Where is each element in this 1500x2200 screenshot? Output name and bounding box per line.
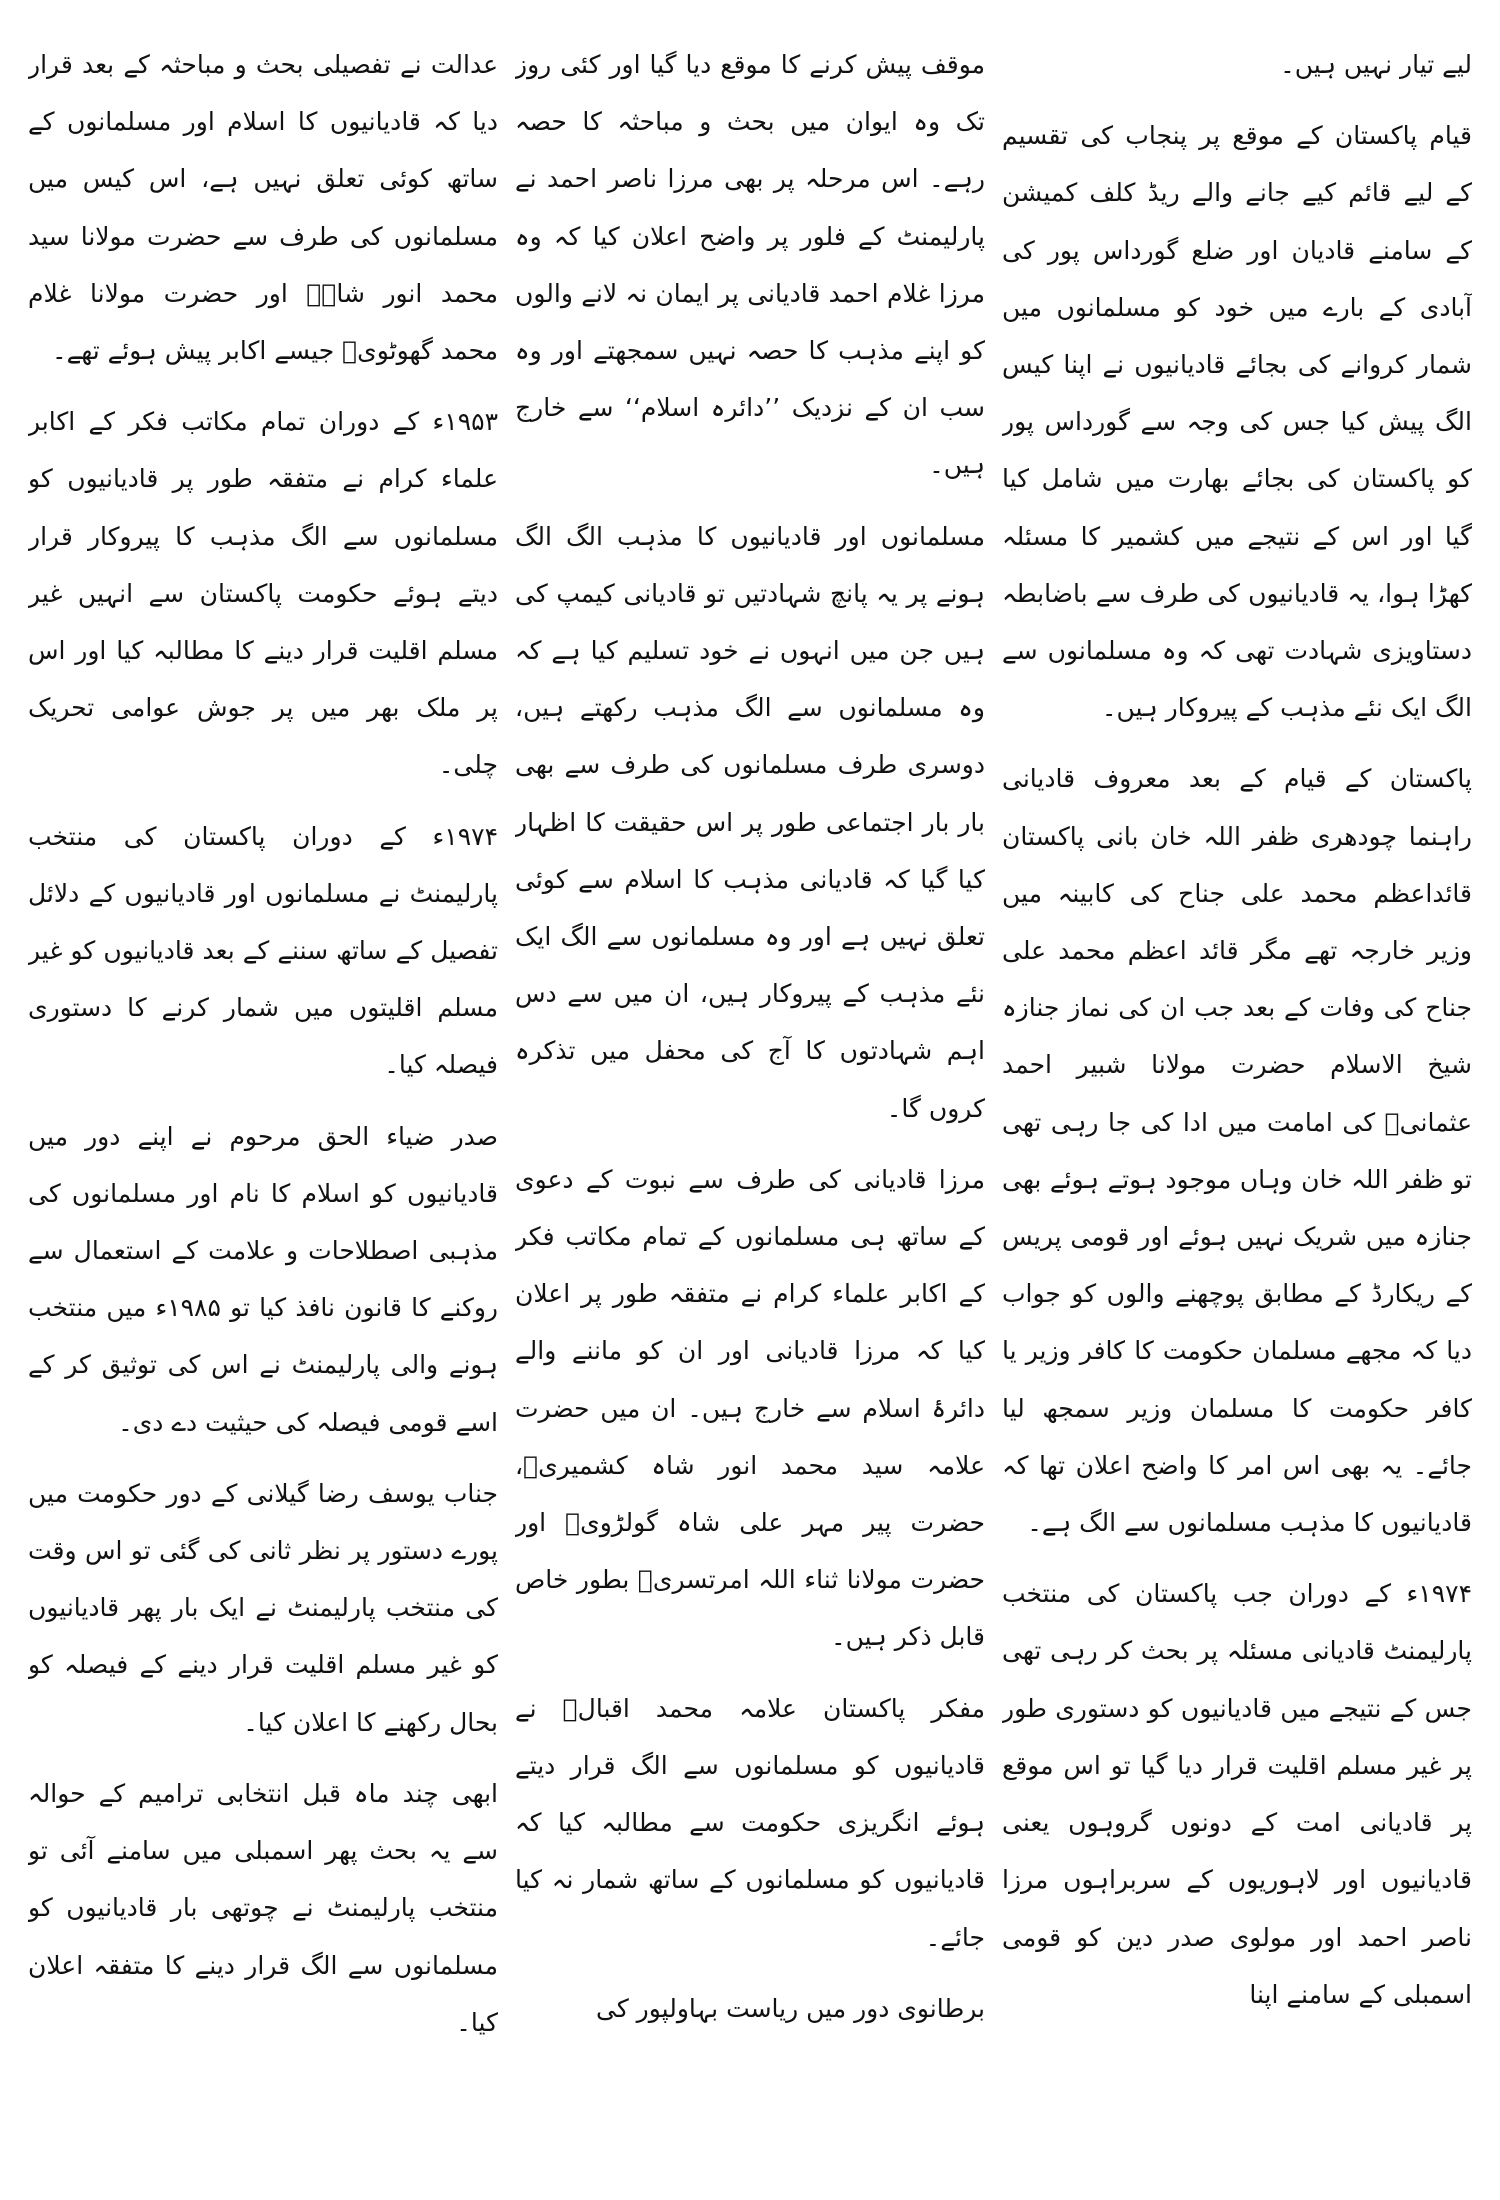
paragraph: جناب یوسف رضا گیلانی کے دور حکومت میں پورے دستور پر نظر ثانی کی گئی تو اس وقت کی منتخب پارلیمنٹ نے ایک بار پھر قادیانیوں کو غیر مسلم اقلیت قرار دینے کے فیصلہ کو بحال رکھنے کا اعلان کیا۔ [28, 1478, 498, 1737]
paragraph: موقف پیش کرنے کا موقع دیا گیا اور کئی روز تک وہ ایوان میں بحث و مباحثہ کا حصہ رہے۔ اس مرحلہ پر بھی مرزا ناصر احمد نے پارلیمنٹ کے فلور پر واضح اعلان کیا کہ وہ مرزا غلام احمد قادیانی پر ایمان نہ لانے والوں کو اپنے مذہب کا حصہ نہیں سمجھتے اور وہ سب ان کے نزدیک ’’دائرہ اسلام‘‘ سے خارج ہیں۔ [515, 50, 985, 480]
paragraph: پاکستان کے قیام کے بعد معروف قادیانی راہنما چودھری ظفر اللہ خان بانی پاکستان قائداعظم محمد علی جناح کی کابینہ میں وزیر خارجہ تھے مگر قائد اعظم محمد علی جناح کی وفات کے بعد جب ان کی نماز جنازہ شیخ الاسلام حضرت مولانا شبیر احمد عثمانیؒ کی امامت میں ادا کی جا رہی تھی تو ظفر اللہ خان وہاں موجود ہوتے ہوئے بھی جنازہ میں شریک نہیں ہوئے اور قومی پریس کے ریکارڈ کے مطابق پوچھنے والوں کو جواب دیا کہ مجھے مسلمان حکومت کا کافر وزیر یا کافر حکومت کا مسلمان وزیر سمجھ لیا جائے۔ یہ بھی اس امر کا واضح اعلان تھا کہ قادیانیوں کا مذہب مسلمانوں سے الگ ہے۔ [1002, 764, 1472, 1538]
paragraph: ۱۹۷۴ء کے دوران جب پاکستان کی منتخب پارلیمنٹ قادیانی مسئلہ پر بحث کر رہی تھی جس کے نتیجے میں قادیانیوں کو دستوری طور پر غیر مسلم اقلیت قرار دیا گیا تو اس موقع پر قادیانی امت کے دونوں گروہوں یعنی قادیانیوں اور لاہوریوں کے سربراہوں مرزا ناصر احمد اور مولوی صدر دین کو قومی اسمبلی کے سامنے اپنا [1002, 1579, 1472, 2009]
paragraph: ۱۹۵۳ء کے دوران تمام مکاتب فکر کے اکابر علماء کرام نے متفقہ طور پر قادیانیوں کو مسلمانوں سے الگ مذہب کا پیروکار قرار دیتے ہوئے حکومت پاکستان سے انہیں غیر مسلم اقلیت قرار دینے کا مطالبہ کیا اور اس پر ملک بھر میں پر جوش عوامی تحریک چلی۔ [28, 407, 498, 780]
paragraph: عدالت نے تفصیلی بحث و مباحثہ کے بعد قرار دیا کہ قادیانیوں کا اسلام اور مسلمانوں کے ساتھ کوئی تعلق نہیں ہے، اس کیس میں مسلمانوں کی طرف سے حضرت مولانا سید محمد انور شاہؒ اور حضرت مولانا غلام محمد گھوٹویؒ جیسے اکابر پیش ہوئے تھے۔ [28, 50, 498, 366]
paragraph: قیام پاکستان کے موقع پر پنجاب کی تقسیم کے لیے قائم کیے جانے والے ریڈ کلف کمیشن کے سامنے قادیان اور ضلع گورداس پور کی آبادی کے بارے میں خود کو مسلمانوں میں شمار کروانے کی بجائے قادیانیوں نے اپنا کیس الگ پیش کیا جس کی وجہ سے گورداس پور کو پاکستان کی بجائے بھارت میں شامل کیا گیا اور اس کے نتیجے میں کشمیر کا مسئلہ کھڑا ہوا، یہ قادیانیوں کی طرف سے باضابطہ دستاویزی شہادت تھی کہ وہ مسلمانوں سے الگ ایک نئے مذہب کے پیروکار ہیں۔ [1002, 121, 1472, 723]
column-right [1002, 36, 1472, 2180]
paragraph: مفکر پاکستان علامہ محمد اقبالؒ نے قادیانیوں کو مسلمانوں سے الگ قرار دیتے ہوئے انگریزی حکومت سے مطالبہ کیا کہ قادیانیوں کو مسلمانوں کے ساتھ شمار نہ کیا جائے۔ [515, 1693, 985, 1952]
column-left [28, 36, 498, 2180]
paragraph: ابھی چند ماہ قبل انتخابی ترامیم کے حوالہ سے یہ بحث پھر اسمبلی میں سامنے آئی تو منتخب پارلیمنٹ نے چوتھی بار قادیانیوں کو مسلمانوں سے الگ قرار دینے کا متفقہ اعلان کیا۔ [28, 1778, 498, 2037]
paragraph: مرزا قادیانی کی طرف سے نبوت کے دعوی کے ساتھ ہی مسلمانوں کے تمام مکاتب فکر کے اکابر علماء کرام نے متفقہ طور پر اعلان کیا کہ مرزا قادیانی اور ان کو ماننے والے دائرۂ اسلام سے خارج ہیں۔ ان میں حضرت علامہ سید محمد انور شاہ کشمیریؒ، حضرت پیر مہر علی شاہ گولڑویؒ اور حضرت مولانا ثناء اللہ امرتسریؒ بطور خاص قابل ذکر ہیں۔ [515, 1164, 985, 1652]
paragraph: صدر ضیاء الحق مرحوم نے اپنے دور میں قادیانیوں کو اسلام کا نام اور مسلمانوں کی مذہبی اصطلاحات و علامت کے استعمال سے روکنے کا قانون نافذ کیا تو ۱۹۸۵ء میں منتخب ہونے والی پارلیمنٹ نے اس کی توثیق کر کے اسے قومی فیصلہ کی حیثیت دے دی۔ [28, 1121, 498, 1437]
paragraph: ۱۹۷۴ء کے دوران پاکستان کی منتخب پارلیمنٹ نے مسلمانوں اور قادیانیوں کے دلائل تفصیل کے ساتھ سننے کے بعد قادیانیوں کو غیر مسلم اقلیتوں میں شمار کرنے کا دستوری فیصلہ کیا۔ [28, 821, 498, 1080]
paragraph: مسلمانوں اور قادیانیوں کا مذہب الگ الگ ہونے پر یہ پانچ شہادتیں تو قادیانی کیمپ کی ہیں جن میں انہوں نے خود تسلیم کیا ہے کہ وہ مسلمانوں سے الگ مذہب رکھتے ہیں، دوسری طرف مسلمانوں کی طرف سے بھی بار بار اجتماعی طور پر اس حقیقت کا اظہار کیا گیا کہ قادیانی مذہب کا اسلام سے کوئی تعلق نہیں ہے اور وہ مسلمانوں سے الگ ایک نئے مذہب کے پیروکار ہیں، ان میں سے دس اہم شہادتوں کا آج کی محفل میں تذکرہ کروں گا۔ [515, 521, 985, 1123]
paragraph: لیے تیار نہیں ہیں۔ [1280, 50, 1472, 79]
column-middle [515, 36, 985, 2180]
article-columns [28, 36, 1472, 2180]
paragraph: برطانوی دور میں ریاست بہاولپور کی [595, 1993, 985, 2023]
